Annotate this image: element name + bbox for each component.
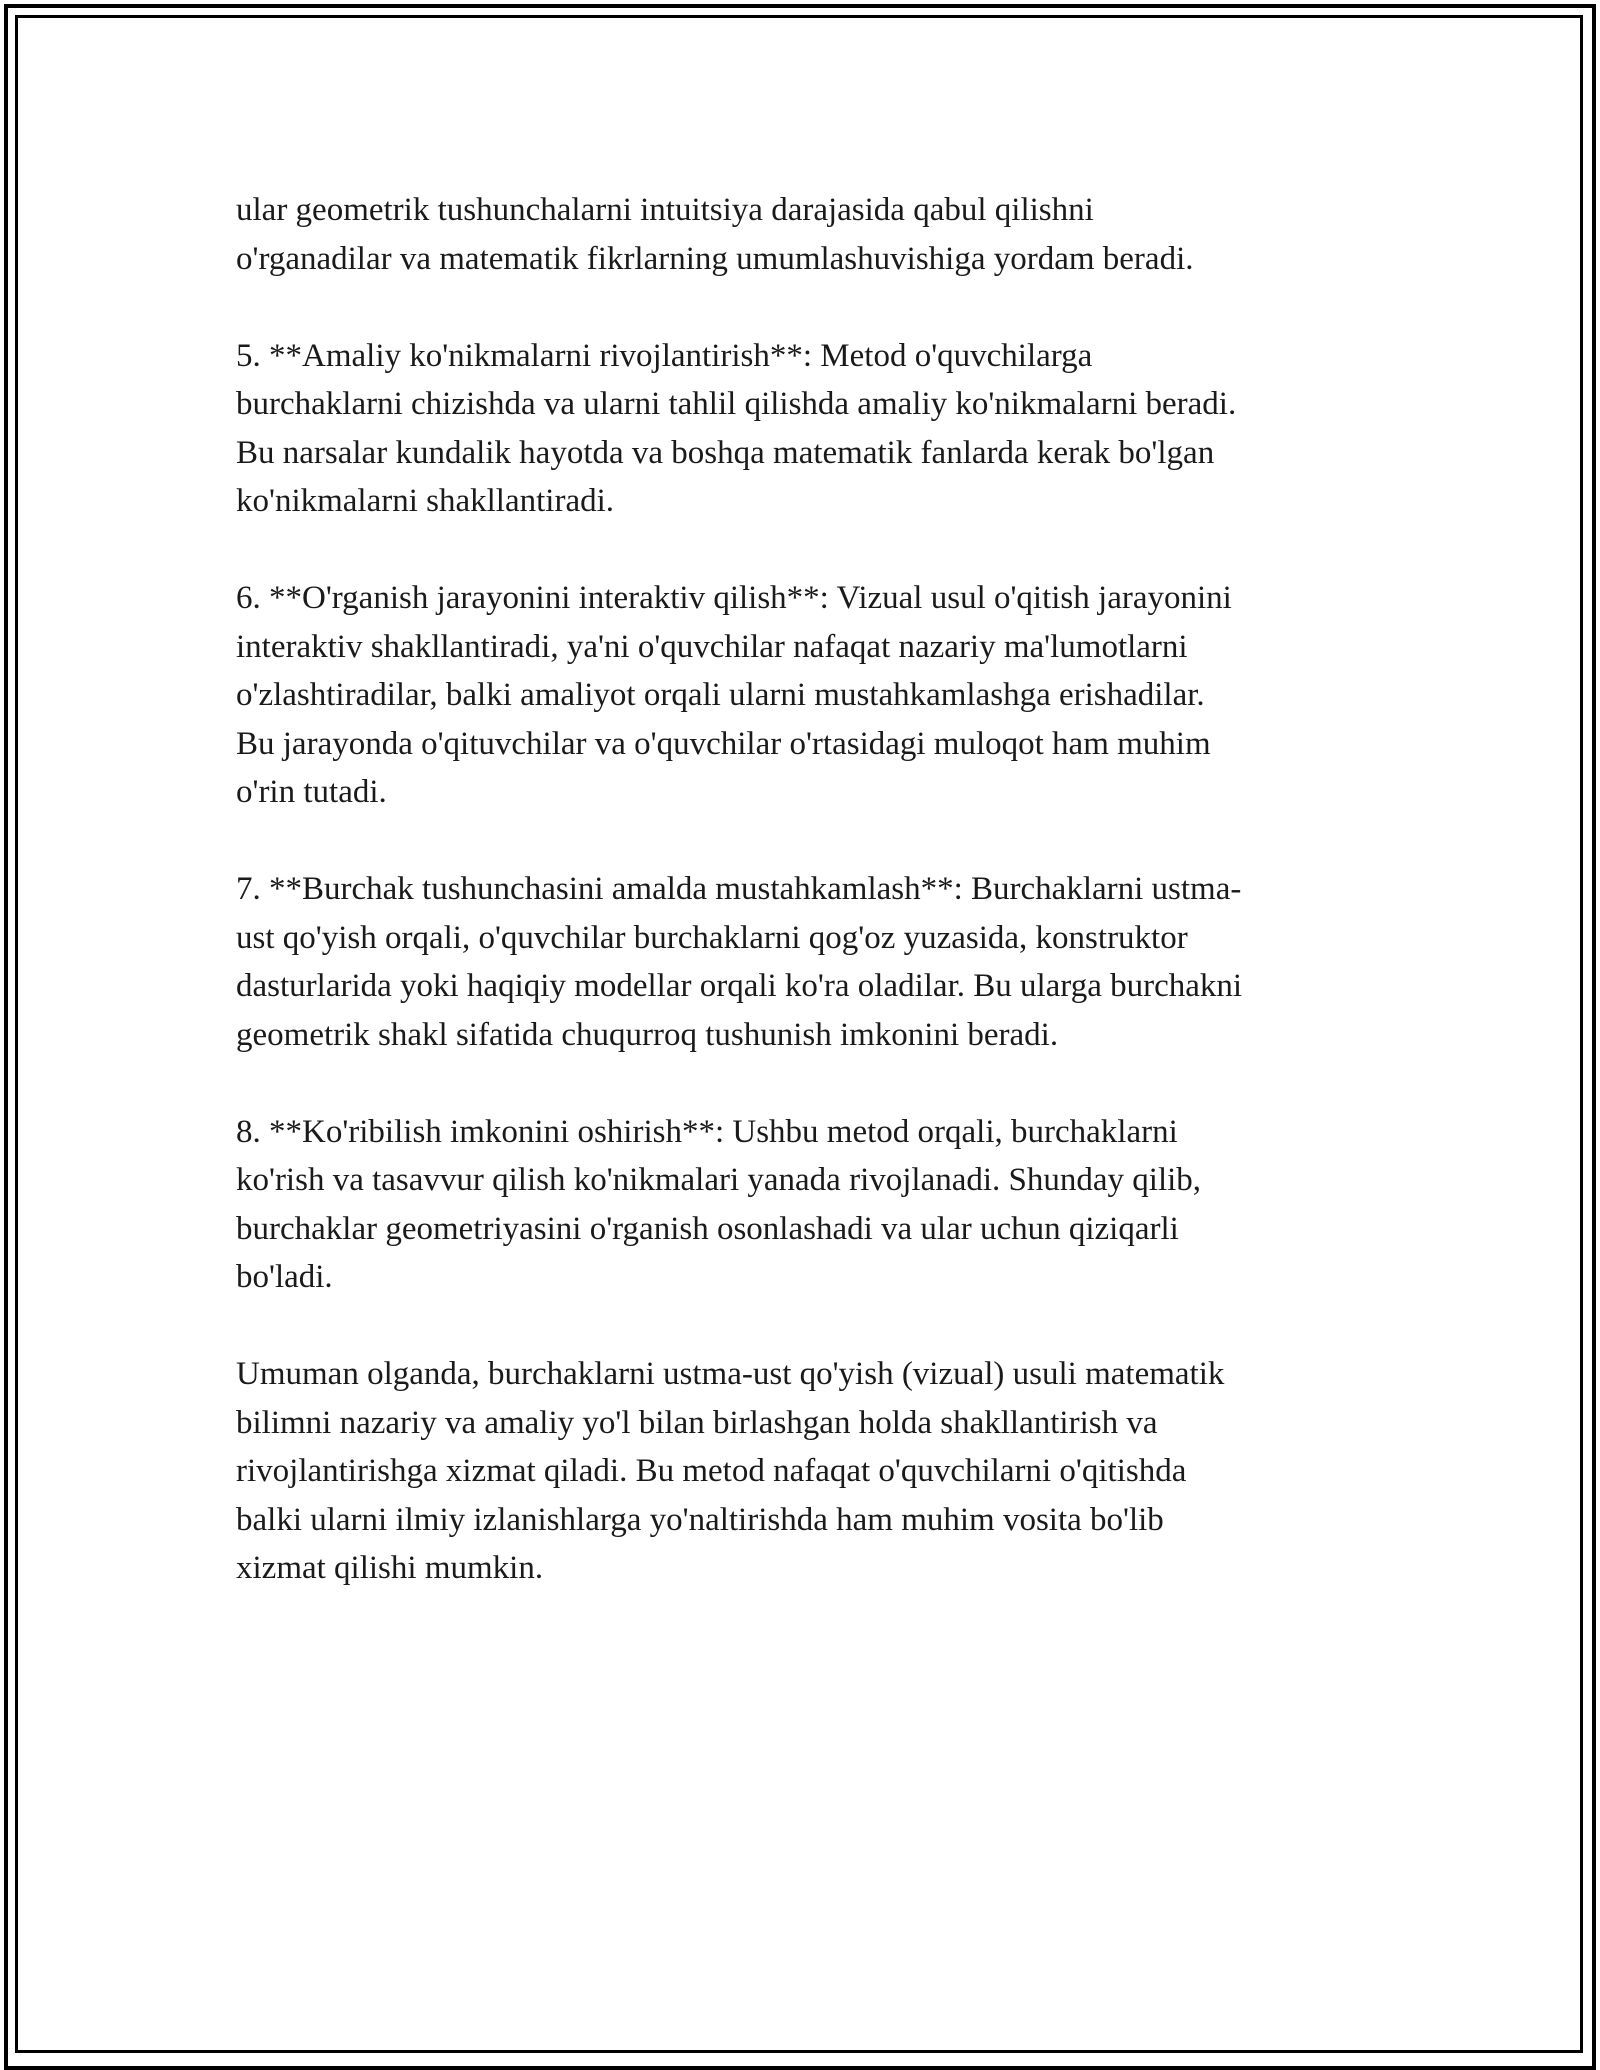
text-line: 8. **Ko'ribilish imkonini oshirish**: Ushbu metod orqali, burchaklarni (236, 1113, 1178, 1150)
text-line: o'rin tutadi. (236, 774, 387, 810)
paragraph-intro-continuation (236, 186, 1376, 283)
text-line: bilimni nazariy va amaliy yo'l bilan birlashgan holda shakllantirish va (236, 1404, 1158, 1441)
text-line: ko'rish va tasavvur qilish ko'nikmalari yanada rivojlanadi. Shunday qilib, (236, 1162, 1202, 1198)
text-line: ular geometrik tushunchalarni intuitsiya darajasida qabul qilishni (236, 192, 1094, 228)
text-line: Bu jarayonda o'qituvchilar va o'quvchilar o'rtasidagi muloqot ham muhim (236, 725, 1211, 762)
paragraph-item-7 (236, 865, 1376, 1059)
text-line: interaktiv shakllantiradi, ya'ni o'quvchilar nafaqat nazariy ma'lumotlarni (236, 628, 1188, 665)
text-line: 6. **O'rganish jarayonini interaktiv qilish**: Vizual usul o'qitish jarayonini (236, 580, 1232, 616)
text-line: burchaklarni chizishda va ularni tahlil qilishda amaliy ko'nikmalarni beradi. (236, 386, 1237, 422)
paragraph-item-8 (236, 1108, 1376, 1302)
text-line: balki ularni ilmiy izlanishlarga yo'naltirishda ham muhim vosita bo'lib (236, 1501, 1164, 1538)
document-body (236, 186, 1376, 1641)
text-line: ust qo'yish orqali, o'quvchilar burchaklarni qog'oz yuzasida, konstruktor (236, 919, 1188, 956)
text-line: 7. **Burchak tushunchasini amalda mustahkamlash**: Burchaklarni ustma- (236, 871, 1242, 907)
text-line: geometrik shakl sifatida chuqurroq tushunish imkonini beradi. (236, 1016, 1059, 1053)
text-line: dasturlarida yoki haqiqiy modellar orqali ko'ra oladilar. Bu ularga burchakni (236, 968, 1243, 1004)
text-line: o'rganadilar va matematik fikrlarning umumlashuvishiga yordam beradi. (236, 240, 1194, 277)
text-line: bo'ladi. (236, 1259, 333, 1295)
text-line: ko'nikmalarni shakllantiradi. (236, 483, 615, 519)
text-line: xizmat qilishi mumkin. (236, 1550, 544, 1586)
paragraph-item-6 (236, 574, 1376, 817)
text-line: 5. **Amaliy ko'nikmalarni rivojlantirish**: Metod o'quvchilarga (236, 337, 1093, 374)
text-line: burchaklar geometriyasini o'rganish osonlashadi va ular uchun qiziqarli (236, 1210, 1179, 1247)
paragraph-conclusion (236, 1350, 1376, 1593)
text-line: o'zlashtiradilar, balki amaliyot orqali ularni mustahkamlashga erishadilar. (236, 677, 1205, 713)
text-line: Bu narsalar kundalik hayotda va boshqa matematik fanlarda kerak bo'lgan (236, 434, 1215, 471)
text-line: rivojlantirishga xizmat qiladi. Bu metod nafaqat o'quvchilarni o'qitishda (236, 1453, 1187, 1489)
text-line: Umuman olganda, burchaklarni ustma-ust qo'yish (vizual) usuli matematik (236, 1356, 1225, 1392)
paragraph-item-5 (236, 332, 1376, 526)
